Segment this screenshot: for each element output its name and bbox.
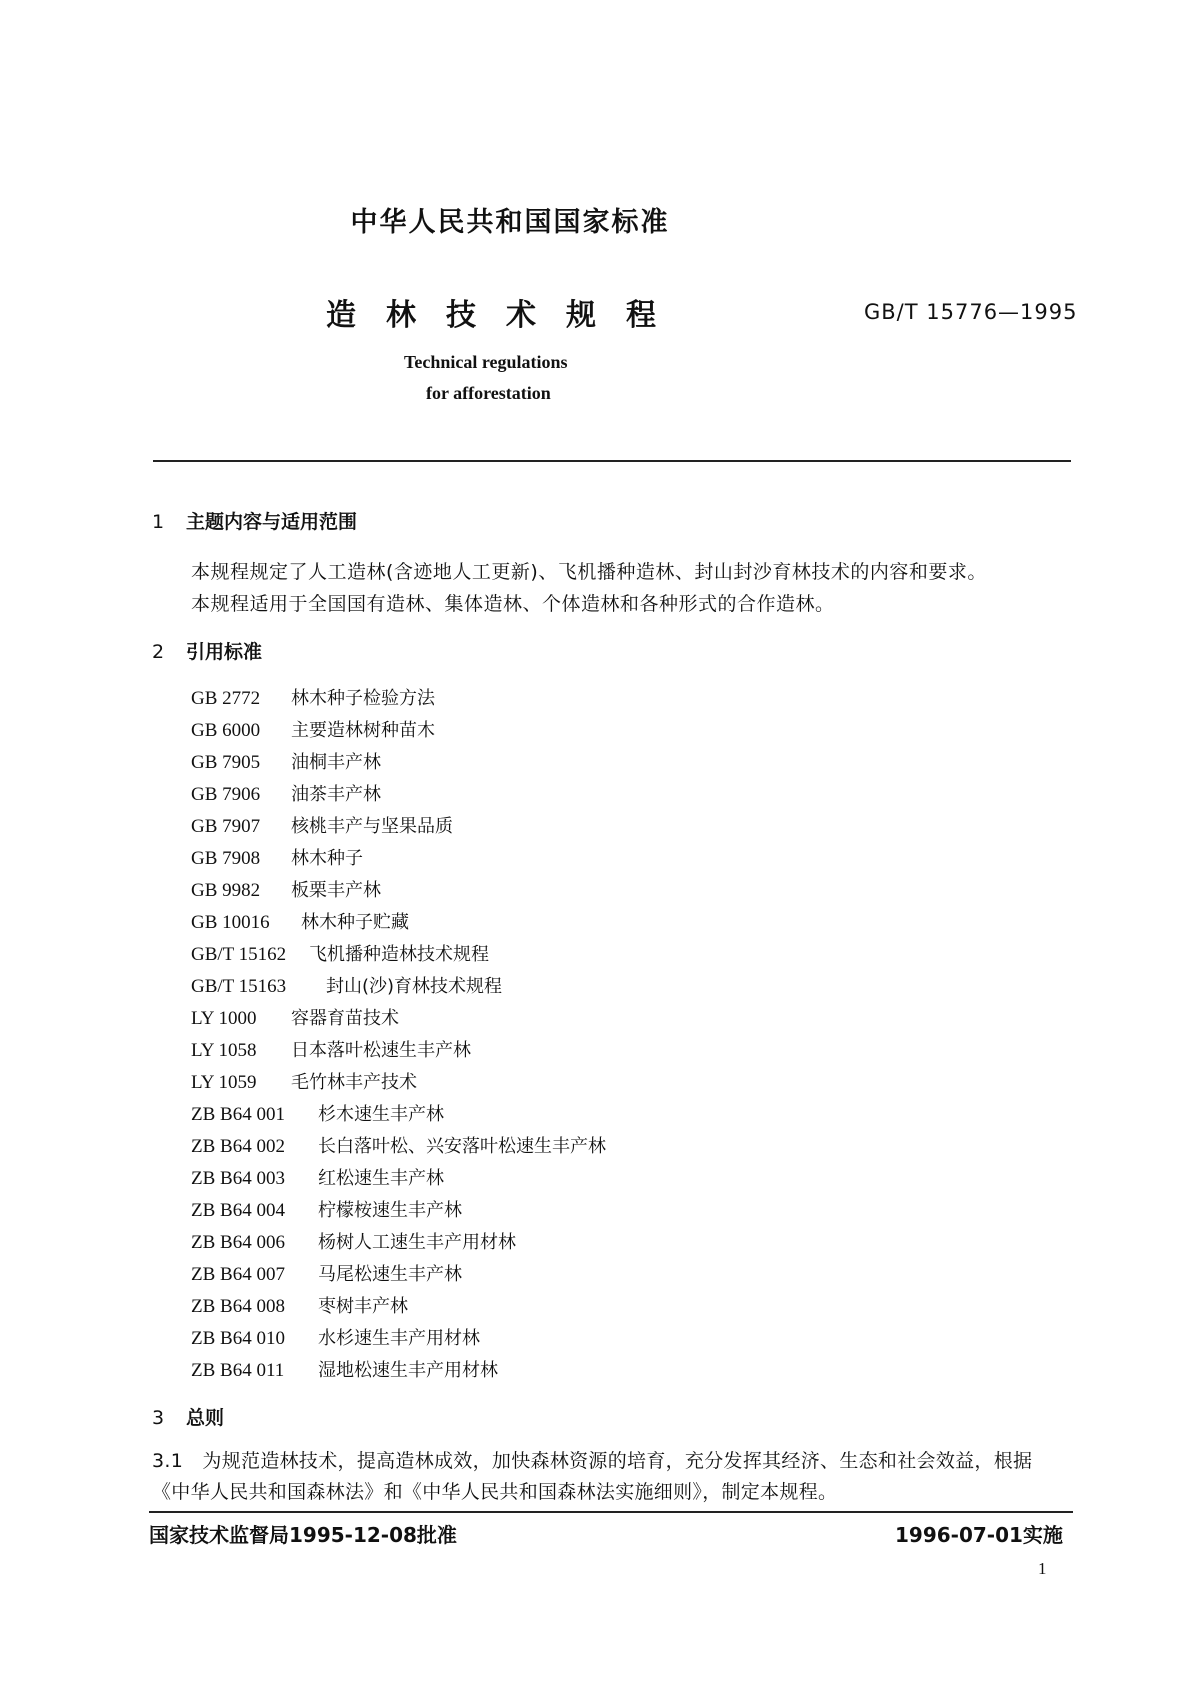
reference-code: GB 10016	[191, 912, 270, 933]
reference-code: GB 7906	[191, 784, 261, 805]
section-1-paragraph-1: 本规程规定了人工造林(含迹地人工更新)、飞机播种造林、封山封沙育林技术的内容和要求。	[191, 561, 987, 583]
reference-code: ZB B64 001	[191, 1104, 285, 1125]
document-title: 造林技术规程	[326, 298, 686, 333]
page-number: 1	[1038, 1559, 1047, 1578]
english-title-line1: Technical regulations	[404, 352, 568, 372]
reference-name: 马尾松速生丰产林	[318, 1264, 462, 1285]
reference-name: 湿地松速生丰产用材林	[318, 1360, 498, 1381]
section-title: 主题内容与适用范围	[186, 511, 358, 533]
reference-item	[191, 684, 435, 710]
reference-name: 水杉速生丰产用材林	[318, 1328, 480, 1349]
reference-item	[191, 1196, 462, 1222]
reference-item	[191, 1260, 462, 1286]
reference-name: 毛竹林丰产技术	[291, 1072, 417, 1093]
reference-code: GB 7908	[191, 848, 261, 869]
reference-item	[191, 1356, 498, 1382]
reference-code: GB/T 15163	[191, 976, 287, 997]
section-2-heading	[152, 637, 262, 664]
reference-code: ZB B64 003	[191, 1168, 285, 1189]
reference-code: GB 7907	[191, 816, 261, 837]
reference-name: 长白落叶松、兴安落叶松速生丰产林	[318, 1136, 606, 1157]
section-3-heading	[152, 1403, 224, 1430]
reference-code: LY 1000	[191, 1008, 257, 1029]
reference-code: GB 6000	[191, 720, 261, 741]
reference-item	[191, 1164, 444, 1190]
reference-name: 飞机播种造林技术规程	[309, 944, 489, 965]
reference-code: LY 1058	[191, 1040, 257, 1061]
section-title: 引用标准	[186, 641, 263, 663]
reference-name: 油桐丰产林	[291, 752, 381, 773]
standard-number: GB/T 15776—1995	[864, 300, 1078, 324]
section-number: 3	[152, 1407, 165, 1429]
reference-code: GB/T 15162	[191, 944, 287, 965]
reference-item	[191, 1228, 516, 1254]
reference-code: ZB B64 006	[191, 1232, 285, 1253]
reference-item	[191, 1004, 399, 1030]
reference-item	[191, 716, 435, 742]
reference-name: 林木种子贮藏	[301, 912, 409, 933]
reference-name: 杉木速生丰产林	[318, 1104, 444, 1125]
reference-code: ZB B64 010	[191, 1328, 285, 1349]
section-1-paragraph-2: 本规程适用于全国国有造林、集体造林、个体造林和各种形式的合作造林。	[191, 593, 835, 615]
reference-name: 杨树人工速生丰产用材林	[318, 1232, 516, 1253]
reference-name: 林木种子	[291, 848, 363, 869]
reference-item	[191, 940, 489, 966]
section-number: 2	[152, 641, 165, 663]
reference-code: GB 9982	[191, 880, 261, 901]
header-divider	[153, 460, 1071, 462]
reference-code: ZB B64 011	[191, 1360, 285, 1381]
reference-code: LY 1059	[191, 1072, 257, 1093]
reference-item	[191, 876, 381, 902]
reference-item	[191, 1036, 471, 1062]
reference-name: 主要造林树种苗木	[291, 720, 435, 741]
section-number: 1	[152, 511, 165, 533]
reference-name: 容器育苗技术	[291, 1008, 399, 1029]
effective-date: 1996-07-01实施	[895, 1523, 1063, 1547]
reference-item	[191, 844, 363, 870]
reference-item	[191, 908, 409, 934]
reference-item	[191, 1292, 408, 1318]
footer-divider	[149, 1511, 1073, 1513]
reference-name: 林木种子检验方法	[291, 688, 435, 709]
reference-name: 枣树丰产林	[318, 1296, 408, 1317]
reference-item	[191, 1132, 606, 1158]
reference-code: GB 2772	[191, 688, 261, 709]
reference-name: 板栗丰产林	[291, 880, 381, 901]
reference-item	[191, 1324, 480, 1350]
reference-name: 核桃丰产与坚果品质	[291, 816, 453, 837]
clause-3-1-line-1: 3.1 为规范造林技术，提高造林成效，加快森林资源的培育，充分发挥其经济、生态和社会效益，根据	[152, 1450, 1033, 1472]
reference-code: ZB B64 004	[191, 1200, 285, 1221]
reference-item	[191, 1068, 417, 1094]
national-standard-heading: 中华人民共和国国家标准	[350, 207, 670, 238]
approval-date: 国家技术监督局1995-12-08批准	[149, 1523, 457, 1547]
reference-code: ZB B64 007	[191, 1264, 285, 1285]
reference-code: ZB B64 008	[191, 1296, 285, 1317]
reference-code: ZB B64 002	[191, 1136, 285, 1157]
reference-item	[191, 812, 453, 838]
section-title: 总则	[186, 1407, 225, 1429]
reference-name: 红松速生丰产林	[318, 1168, 444, 1189]
reference-item	[191, 972, 502, 998]
reference-item	[191, 1100, 444, 1126]
reference-item	[191, 780, 381, 806]
reference-name: 油茶丰产林	[291, 784, 381, 805]
reference-name: 日本落叶松速生丰产林	[291, 1040, 471, 1061]
section-1-heading	[152, 507, 357, 534]
clause-3-1-line-2: 《中华人民共和国森林法》和《中华人民共和国森林法实施细则》，制定本规程。	[152, 1481, 838, 1503]
reference-code: GB 7905	[191, 752, 261, 773]
reference-name: 封山(沙)育林技术规程	[326, 976, 503, 997]
reference-item	[191, 748, 381, 774]
reference-name: 柠檬桉速生丰产林	[318, 1200, 462, 1221]
english-title-line2: for afforestation	[426, 383, 551, 403]
